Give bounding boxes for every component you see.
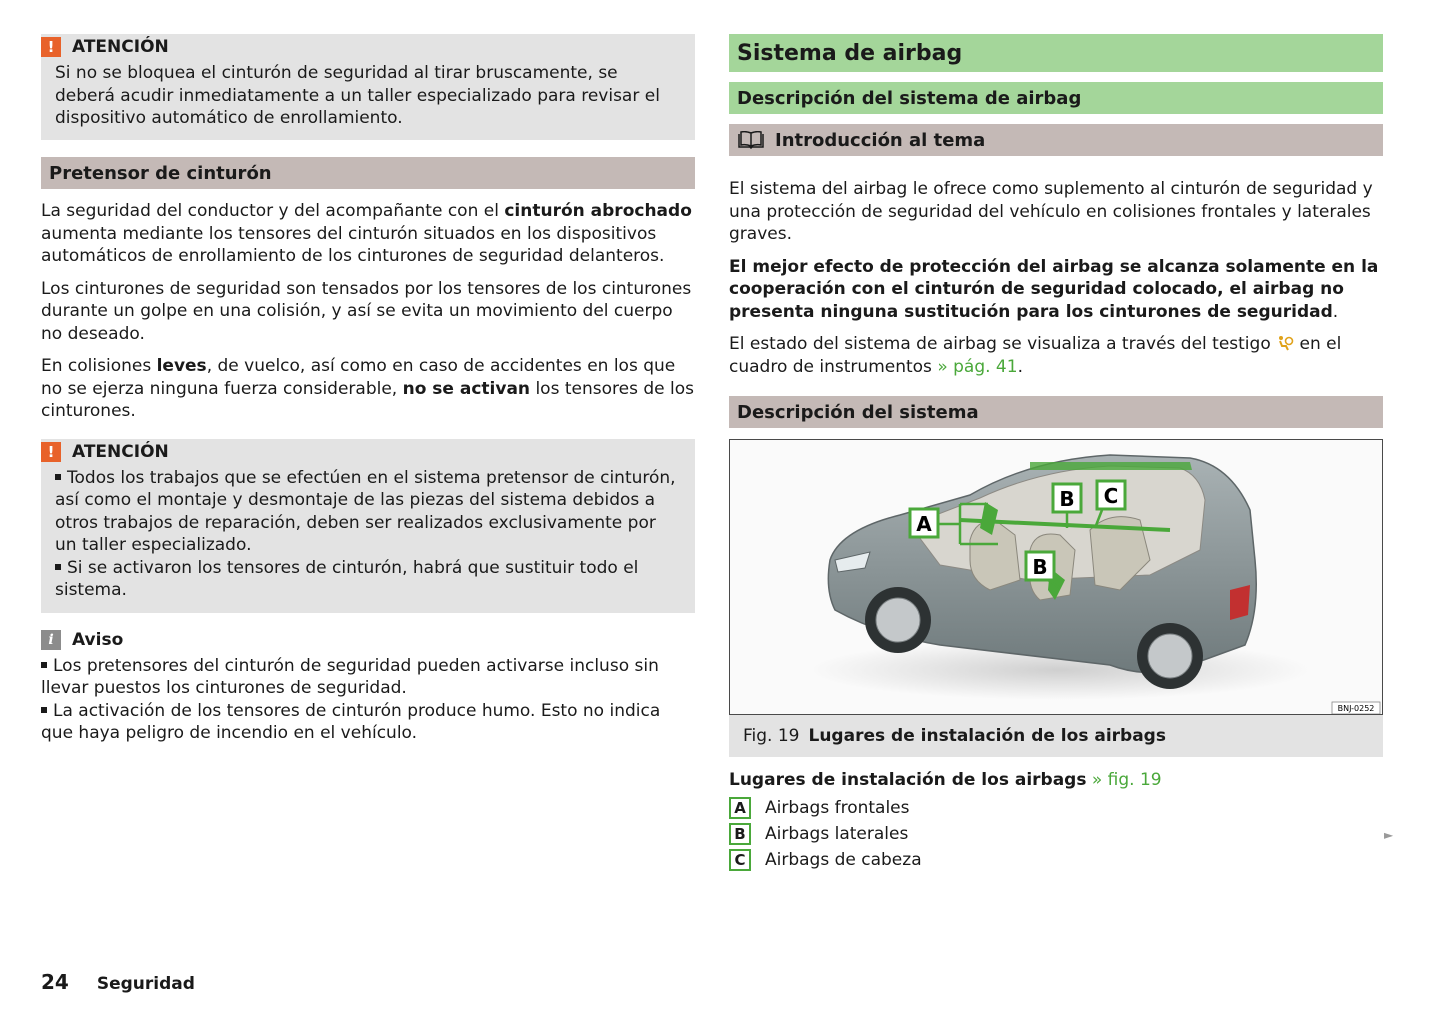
paragraph-colisiones <box>41 355 695 423</box>
warning-title: ATENCIÓN <box>72 37 169 57</box>
warning-box-1 <box>41 34 695 140</box>
info-icon: i <box>41 630 61 650</box>
exclamation-icon: ! <box>41 442 61 462</box>
subsection-title: Descripción del sistema de airbag <box>729 82 1383 114</box>
label-b-top <box>1053 484 1081 512</box>
paragraph-seguridad <box>41 200 695 268</box>
warning-item-text: Si se activaron los tensores de cinturón, habrá que sustituir todo el sistema. <box>55 557 639 600</box>
left-column <box>41 34 695 745</box>
page-link[interactable]: » pág. 41 <box>937 356 1018 377</box>
legend-key: A <box>729 797 751 819</box>
text-run: . <box>1017 356 1023 377</box>
legend-label: Airbags laterales <box>765 823 909 844</box>
warning-item <box>55 467 681 557</box>
section-title-pretensor: Pretensor de cinturón <box>41 157 695 189</box>
note-title: Aviso <box>72 629 124 650</box>
legend-heading <box>729 769 1383 792</box>
airbag-warning-icon <box>1276 335 1294 351</box>
warning-title-row <box>41 36 681 58</box>
legend-item <box>729 795 1383 821</box>
warning-box-2 <box>41 439 695 613</box>
front-rim <box>876 598 920 642</box>
rear-rim <box>1148 634 1192 678</box>
legend-label: Airbags frontales <box>765 797 910 818</box>
right-column <box>729 34 1383 873</box>
label-a-text: A <box>916 512 932 536</box>
taillight <box>1230 585 1250 620</box>
label-c-text: C <box>1103 484 1119 508</box>
warning-title-row <box>41 441 681 463</box>
legend-title: Lugares de instalación de los airbags <box>729 770 1087 790</box>
paragraph-testigo <box>729 333 1383 378</box>
bold-text: El mejor efecto de protección del airbag se alcanza solamente en la cooperación con el cinturón de seguridad colocado, el airbag no presenta ninguna sustitución para los cinturones de seguridad <box>729 256 1379 322</box>
exclamation-icon: ! <box>41 37 61 57</box>
warning-item-text: Todos los trabajos que se efectúen en el sistema pretensor de cinturón, así como el montaje y desmontaje de las piezas del sistema debidos a otros trabajos de reparación, deben ser realizados exclusivamente por un taller especializado. <box>55 467 676 555</box>
note-item-text: Los pretensores del cinturón de seguridad pueden activarse incluso sin llevar puestos los cinturones de seguridad. <box>41 655 659 698</box>
intro-title: Introducción al tema <box>775 129 986 151</box>
bullet-icon <box>41 662 47 668</box>
warning-title: ATENCIÓN <box>72 441 169 462</box>
figure-caption-text: Lugares de instalación de los airbags <box>808 726 1166 746</box>
curtain-airbag <box>1030 462 1192 470</box>
bold-text: cinturón abrochado <box>504 201 692 221</box>
bold-text: no se activan <box>402 378 531 399</box>
legend-item <box>729 821 1383 847</box>
label-b-seat <box>1026 552 1054 580</box>
label-b-text: B <box>1059 487 1075 511</box>
note-item <box>41 700 695 745</box>
intro-header <box>729 124 1383 156</box>
legend-key: C <box>729 849 751 871</box>
note-title-row <box>41 629 695 651</box>
bullet-icon <box>41 707 47 713</box>
bullet-icon <box>55 564 61 570</box>
figure-caption <box>729 715 1383 757</box>
car-airbag-illustration <box>730 440 1382 714</box>
figure-code <box>1332 702 1380 714</box>
label-c <box>1097 481 1125 509</box>
paragraph-tensados: Los cinturones de seguridad son tensados por los tensores de los cinturones durante un golpe en una colisión, y así se evita un movimiento del cuerpo no deseado. <box>41 278 692 344</box>
note-item-text: La activación de los tensores de cinturón produce humo. Esto no indica que haya peligro de incendio en el vehículo. <box>41 700 661 743</box>
bold-text: leves <box>156 356 207 376</box>
main-title: Sistema de airbag <box>729 34 1383 72</box>
text-run: En colisiones <box>41 356 157 376</box>
text-run: en el cuadro de instrumentos <box>729 334 1342 377</box>
legend-item <box>729 847 1383 873</box>
paragraph-airbag-bold <box>729 256 1383 324</box>
figure-airbags <box>729 439 1383 715</box>
figure-link[interactable]: » fig. 19 <box>1091 770 1162 790</box>
page-footer <box>41 970 195 994</box>
continue-arrow-icon[interactable]: ► <box>1384 828 1394 842</box>
warning-item <box>55 557 681 602</box>
legend-key: B <box>729 823 751 845</box>
text-run: , de vuelco, así como en caso de accidentes en los que no se ejerza ninguna fuerza considerable, <box>41 356 676 399</box>
footer-section: Seguridad <box>96 974 195 994</box>
page-number: 24 <box>41 970 69 994</box>
label-a <box>910 509 938 537</box>
legend-list <box>729 795 1383 873</box>
figure-code-text: BNJ-0252 <box>1337 704 1375 713</box>
text-run: aumenta mediante los tensores del cinturón situados en los dispositivos automáticos de enrollamiento de los cinturones de seguridad delanteros. <box>41 223 665 266</box>
note-item <box>41 655 695 700</box>
legend-label: Airbags de cabeza <box>765 849 922 870</box>
text-run: La seguridad del conductor y del acompañante con el <box>41 201 505 221</box>
note-box <box>41 629 695 745</box>
label-b-text: B <box>1032 555 1048 579</box>
bullet-icon <box>55 474 61 480</box>
figure-number: Fig. 19 <box>743 726 800 746</box>
text-run: . <box>1332 301 1339 322</box>
text-run: los tensores de los cinturones. <box>41 378 694 421</box>
warning-text: Si no se bloquea el cinturón de seguridad al tirar bruscamente, se deberá acudir inmediatamente a un taller especializado para revisar el dispositivo automático de enrollamiento. <box>55 63 660 128</box>
paragraph-airbag-intro: El sistema del airbag le ofrece como suplemento al cinturón de seguridad y una protección de seguridad del vehículo en colisiones frontales y laterales graves. <box>729 179 1373 244</box>
book-icon <box>737 131 765 149</box>
section-title-descripcion: Descripción del sistema <box>729 396 1383 428</box>
text-run: El estado del sistema de airbag se visualiza a través del testigo <box>729 334 1277 354</box>
